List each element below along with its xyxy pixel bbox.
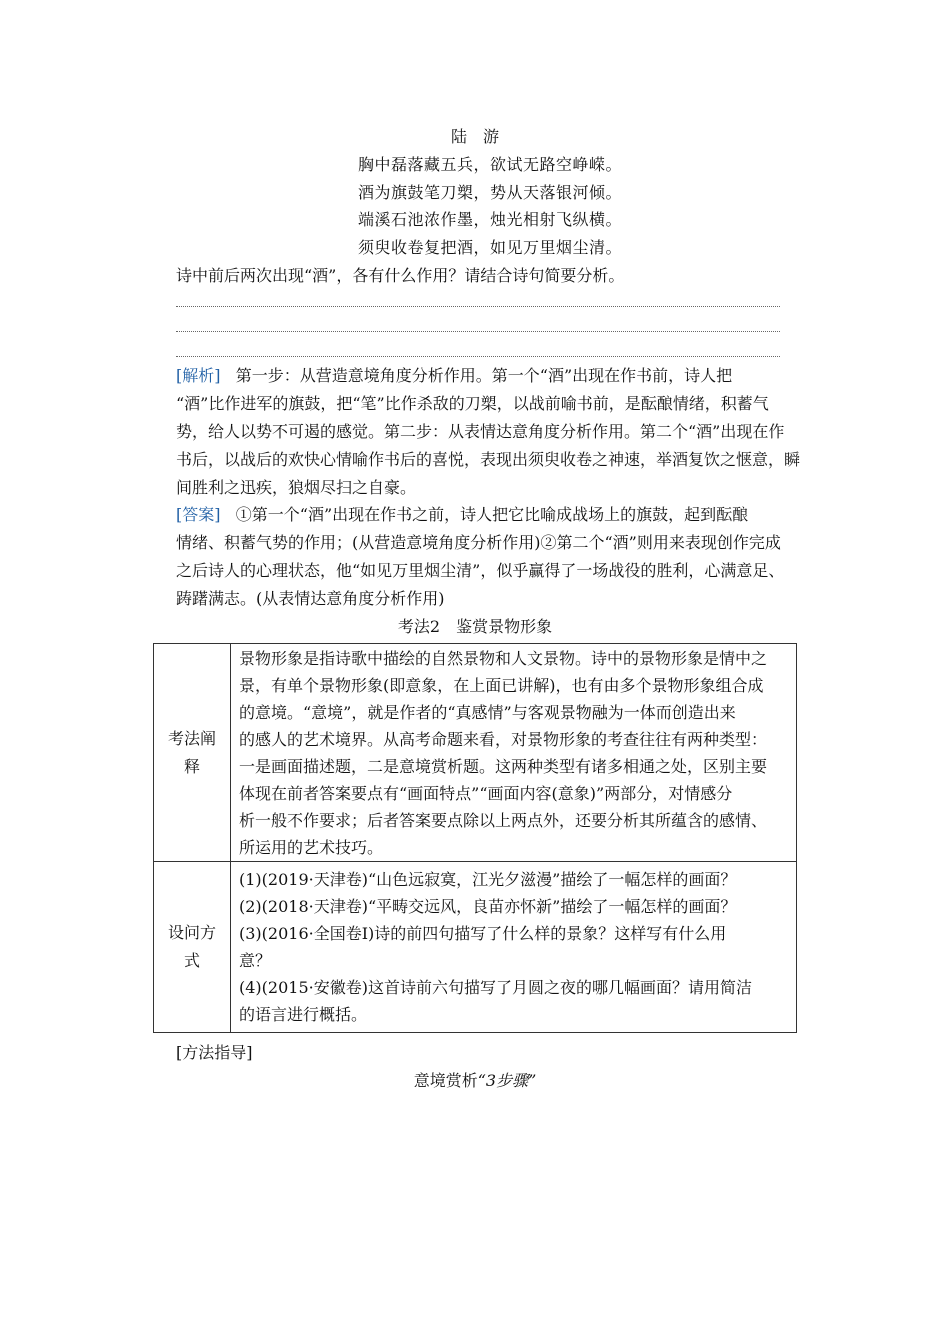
poem-line-2: 酒为旗鼓笔刀槊，势从天落银河倾。 bbox=[358, 183, 623, 202]
row-label-line: 式 bbox=[183, 951, 200, 970]
content-line: 景，有单个景物形象(即意象，在上面已讲解)，也有由多个景物形象组合成 bbox=[239, 675, 764, 695]
row-label-line: 释 bbox=[183, 756, 200, 776]
content-line: 一是画面描述题，二是意境赏析题。这两种类型有诸多相通之处，区别主要 bbox=[239, 756, 768, 776]
section-title: 考法2 鉴赏景物形象 bbox=[397, 617, 553, 636]
answer-line-1: ①第一个“酒”出现在作书之前，诗人把它比喻成战场上的旗鼓，起到酝酿 bbox=[235, 505, 749, 524]
content-line: 析一般不作要求；后者答案要点除以上两点外，还要分析其所蕴含的感情、 bbox=[239, 810, 768, 830]
answer-section bbox=[176, 501, 806, 613]
row-content-explanation bbox=[231, 644, 797, 862]
answer-blank-line-2 bbox=[176, 331, 780, 332]
row-label-line: 考法阐 bbox=[167, 728, 216, 748]
answer-blank-line-3 bbox=[176, 356, 780, 357]
answer-line-4: 踌躇满志。(从表情达意角度分析作用) bbox=[176, 589, 445, 608]
answer-line-2: 情绪、积蓄气势的作用；(从营造意境角度分析作用)②第二个“酒”则用来表现创作完成 bbox=[176, 533, 781, 552]
content-line: (1)(2019·天津卷)“山色远寂寞，江光夕滋漫”描绘了一幅怎样的画面？ bbox=[239, 870, 737, 889]
analysis-line-5: 间胜利之迅疾，狼烟尽扫之自豪。 bbox=[176, 478, 417, 497]
row-label-question-types bbox=[154, 862, 231, 1033]
method-guide-label: [方法指导] bbox=[176, 1043, 253, 1062]
content-line: 的感人的艺术境界。从高考命题来看，对景物形象的考查往往有两种类型： bbox=[239, 729, 768, 749]
content-line: (2)(2018·天津卷)“平畴交远风，良苗亦怀新”描绘了一幅怎样的画面？ bbox=[239, 897, 737, 916]
table-row bbox=[154, 644, 797, 862]
row-label-line: 设问方 bbox=[167, 923, 216, 942]
row-content-question-types bbox=[231, 862, 797, 1033]
answer-blank-line-1 bbox=[176, 306, 780, 307]
analysis-line-2: “酒”比作进军的旗鼓，把“笔”比作杀敌的刀槊，以战前喻书前，是酝酿情绪，积蓄气 bbox=[176, 394, 769, 413]
analysis-tag: [解析] bbox=[176, 366, 221, 385]
method-table bbox=[153, 643, 797, 1033]
content-line: 意？ bbox=[239, 951, 272, 970]
content-line: 所运用的艺术技巧。 bbox=[239, 837, 384, 857]
analysis-line-1: 第一步：从营造意境角度分析作用。第一个“酒”出现在作书前，诗人把 bbox=[235, 366, 733, 385]
analysis-line-3: 势，给人以势不可遏的感觉。第二步：从表情达意角度分析作用。第二个“酒”出现在作 bbox=[176, 422, 785, 441]
subtitle bbox=[0, 1068, 950, 1091]
poem-line-1: 胸中磊落藏五兵，欲试无路空峥嵘。 bbox=[358, 155, 623, 174]
row-label-explanation bbox=[154, 644, 231, 862]
poem-line-3: 端溪石池浓作墨，烛光相射飞纵横。 bbox=[358, 210, 623, 229]
question-text: 诗中前后两次出现“酒”，各有什么作用？请结合诗句简要分析。 bbox=[176, 266, 625, 285]
subtitle-italic: “3步骤” bbox=[477, 1071, 537, 1090]
table-row bbox=[154, 862, 797, 1033]
poem-line-4: 须臾收卷复把酒，如见万里烟尘清。 bbox=[358, 238, 623, 257]
content-line: (4)(2015·安徽卷)这首诗前六句描写了月圆之夜的哪几幅画面？请用简洁 bbox=[239, 978, 752, 997]
subtitle-main: 意境赏析 bbox=[413, 1071, 478, 1090]
content-line: 的语言进行概括。 bbox=[239, 1005, 368, 1024]
analysis-line-4: 书后，以战后的欢快心情喻作书后的喜悦，表现出须臾收卷之神速，举酒复饮之惬意，瞬 bbox=[176, 450, 801, 469]
content-line: 的意境。“意境”，就是作者的“真感情”与客观景物融为一体而创造出来 bbox=[239, 702, 736, 722]
analysis-section bbox=[176, 362, 806, 502]
content-line: 体现在前者答案要点有“画面特点”“画面内容(意象)”两部分，对情感分 bbox=[239, 783, 733, 803]
content-line: (3)(2016·全国卷Ⅰ)诗的前四句描写了什么样的景象？这样写有什么用 bbox=[239, 924, 727, 943]
answer-line-3: 之后诗人的心理状态，他“如见万里烟尘清”，似乎赢得了一场战役的胜利，心满意足、 bbox=[176, 561, 785, 580]
answer-tag: [答案] bbox=[176, 505, 221, 524]
poem-author: 陆 游 bbox=[450, 127, 499, 146]
content-line: 景物形象是指诗歌中描绘的自然景物和人文景物。诗中的景物形象是情中之 bbox=[239, 648, 768, 668]
